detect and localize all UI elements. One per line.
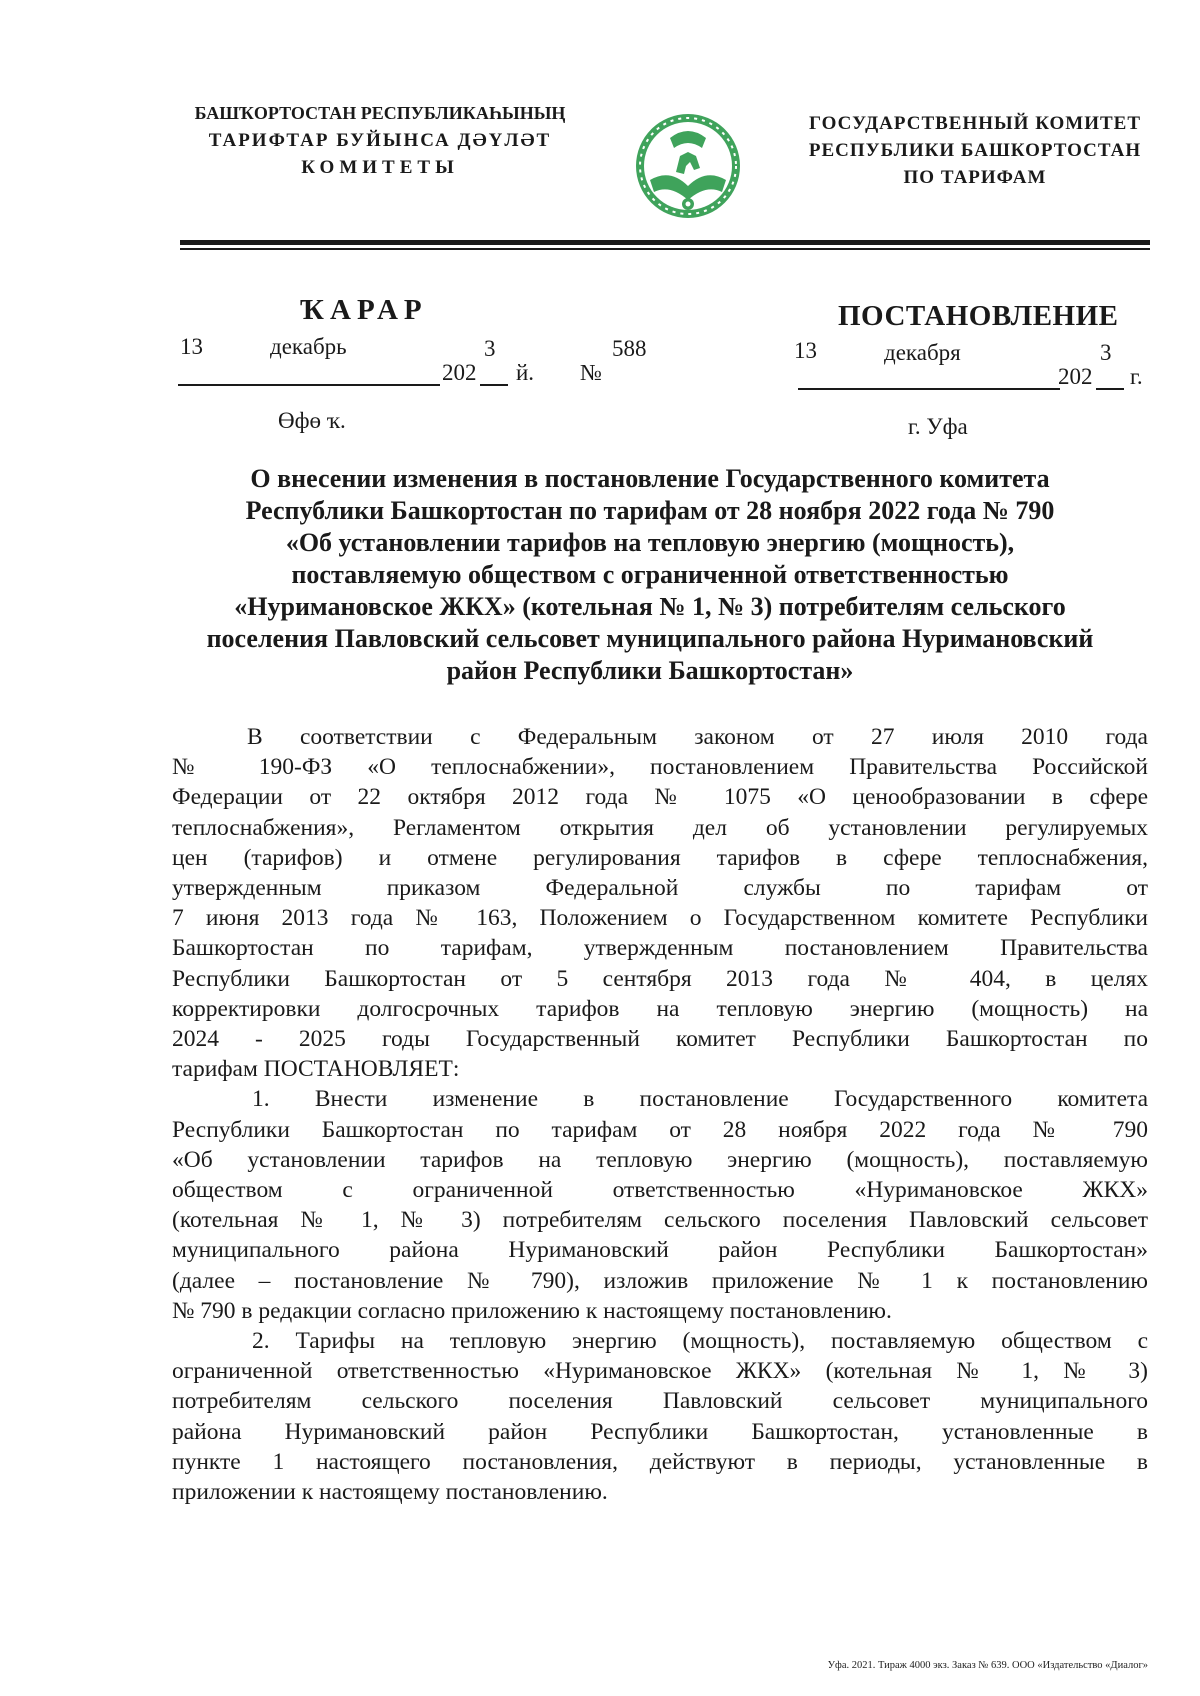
karar-month: декабрь: [270, 334, 347, 359]
post-month: декабря: [884, 340, 961, 365]
title-line: «Об установлении тарифов на тепловую энергию (мощность),: [285, 528, 1015, 557]
title-line: «Нуримановское ЖКХ» (котельная № 1, № 3) потребителям сельского: [234, 592, 1066, 621]
post-day: 13: [794, 338, 817, 363]
body-line: Башкортостан по тарифам, утвержденным постановлением Правительства: [172, 935, 1148, 962]
title-line: район Республики Башкортостан»: [446, 656, 854, 685]
body-line-item-1: 1. Внести изменение в постановление Государственного комитета: [252, 1086, 1148, 1113]
body-line: потребителям сельского поселения Павловский сельсовет муниципального: [172, 1388, 1148, 1415]
emblem-icon: [630, 108, 746, 224]
karar-year-underline: [480, 384, 508, 386]
body-line: Федерации от 22 октября 2012 года № 1075 «О ценообразовании в сфере: [172, 784, 1148, 811]
karar-city: Өфө ҡ.: [278, 408, 346, 433]
body-line: корректировки долгосрочных тарифов на тепловую энергию (мощность) на: [172, 995, 1148, 1022]
body-line: ограниченной ответственностью «Нуримановское ЖКХ» (котельная № 1, № 3): [172, 1358, 1148, 1385]
header-right-line-3: ПО ТАРИФАМ: [903, 167, 1047, 188]
body-line: тарифам ПОСТАНОВЛЯЕТ:: [172, 1056, 460, 1083]
post-city: г. Уфа: [908, 414, 968, 439]
body-line: района Нуримановский район Республики Башкортостан, установленные в: [172, 1418, 1148, 1445]
post-date-underline: [798, 388, 1060, 390]
document-title: [170, 463, 1130, 687]
title-line: О внесении изменения в постановление Государственного комитета: [250, 464, 1050, 493]
header-left-line-3: КОМИТЕТЫ: [301, 157, 459, 178]
karar-date-underline: [178, 384, 440, 386]
header-rule-thin: [180, 248, 1150, 250]
body-line: «Об установлении тарифов на тепловую энергию (мощность), поставляемую: [172, 1146, 1148, 1173]
title-line: поселения Павловский сельсовет муниципального района Нуримановский: [206, 624, 1094, 653]
karar-number-sign: №: [580, 360, 602, 385]
body-line: 7 июня 2013 года № 163, Положением о Государственном комитете Республики: [172, 905, 1148, 932]
header-left-bashkir: [170, 100, 590, 181]
karar-day: 13: [180, 334, 203, 359]
body-line: утвержденным приказом Федеральной службы по тарифам от: [172, 875, 1148, 902]
document-body: [172, 722, 1148, 1507]
karar-year-digit: 3: [484, 336, 496, 361]
body-line: В соответствии с Федеральным законом от 27 июля 2010 года: [247, 724, 1148, 750]
body-line: Республики Башкортостан от 5 сентября 2013 года № 404, в целях: [172, 965, 1148, 992]
print-footer: Уфа. 2021. Тираж 4000 экз. Заказ № 639. ООО «Издательство «Диалог»: [827, 1660, 1148, 1671]
body-line: приложении к настоящему постановлению.: [172, 1479, 608, 1506]
body-line: муниципального района Нуримановский район Республики Башкортостан»: [172, 1237, 1148, 1264]
body-line: (далее – постановление № 790), изложив приложение № 1 к постановлению: [172, 1267, 1148, 1294]
header-left-line-2: ТАРИФТАР БУЙЫНСА ДӘҮЛӘТ: [208, 130, 552, 151]
title-line: Республики Башкортостан по тарифам от 28 ноября 2022 года № 790: [245, 496, 1055, 525]
body-line: цен (тарифов) и отмене регулирования тарифов в сфере теплоснабжения,: [172, 844, 1148, 871]
post-year-digit: 3: [1100, 340, 1112, 365]
karar-year-prefix: 202: [442, 360, 477, 385]
header-right-line-2: РЕСПУБЛИКИ БАШКОРТОСТАН: [808, 140, 1142, 161]
header-right-line-1: ГОСУДАРСТВЕННЫЙ КОМИТЕТ: [808, 113, 1142, 134]
karar-number: 588: [612, 336, 647, 361]
body-line: № 790 в редакции согласно приложению к настоящему постановлению.: [172, 1297, 892, 1324]
postanovlenie-title: ПОСТАНОВЛЕНИЕ: [838, 300, 1119, 332]
header-left-line-1: БАШҠОРТОСТАН РЕСПУБЛИКАҺЫНЫҢ: [194, 103, 566, 123]
body-line: № 190-ФЗ «О теплоснабжении», постановлением Правительства Российской: [172, 754, 1148, 781]
body-line: теплоснабжения», Регламентом открытия дел об установлении регулируемых: [172, 814, 1148, 841]
body-line: пункте 1 настоящего постановления, действуют в периоды, установленные в: [172, 1448, 1148, 1475]
body-line: обществом с ограниченной ответственностью «Нуримановское ЖКХ»: [172, 1177, 1148, 1204]
header-right-russian: [790, 110, 1160, 191]
post-year-prefix: 202: [1058, 364, 1093, 389]
header-rule-thick: [180, 240, 1150, 245]
body-line: (котельная № 1, № 3) потребителям сельского поселения Павловский сельсовет: [172, 1207, 1148, 1234]
title-line: поставляемую обществом с ограниченной ответственностью: [291, 560, 1009, 589]
karar-title: ҠАРАР: [300, 294, 428, 326]
body-line: 2024 - 2025 годы Государственный комитет Республики Башкортостан по: [172, 1026, 1148, 1053]
karar-year-suffix: й.: [516, 360, 535, 385]
post-year-underline: [1096, 388, 1124, 390]
post-year-suffix: г.: [1130, 364, 1143, 389]
body-line-item-2: 2. Тарифы на тепловую энергию (мощность), поставляемую обществом с: [252, 1328, 1148, 1355]
body-line: Республики Башкортостан по тарифам от 28 ноября 2022 года № 790: [172, 1116, 1148, 1143]
